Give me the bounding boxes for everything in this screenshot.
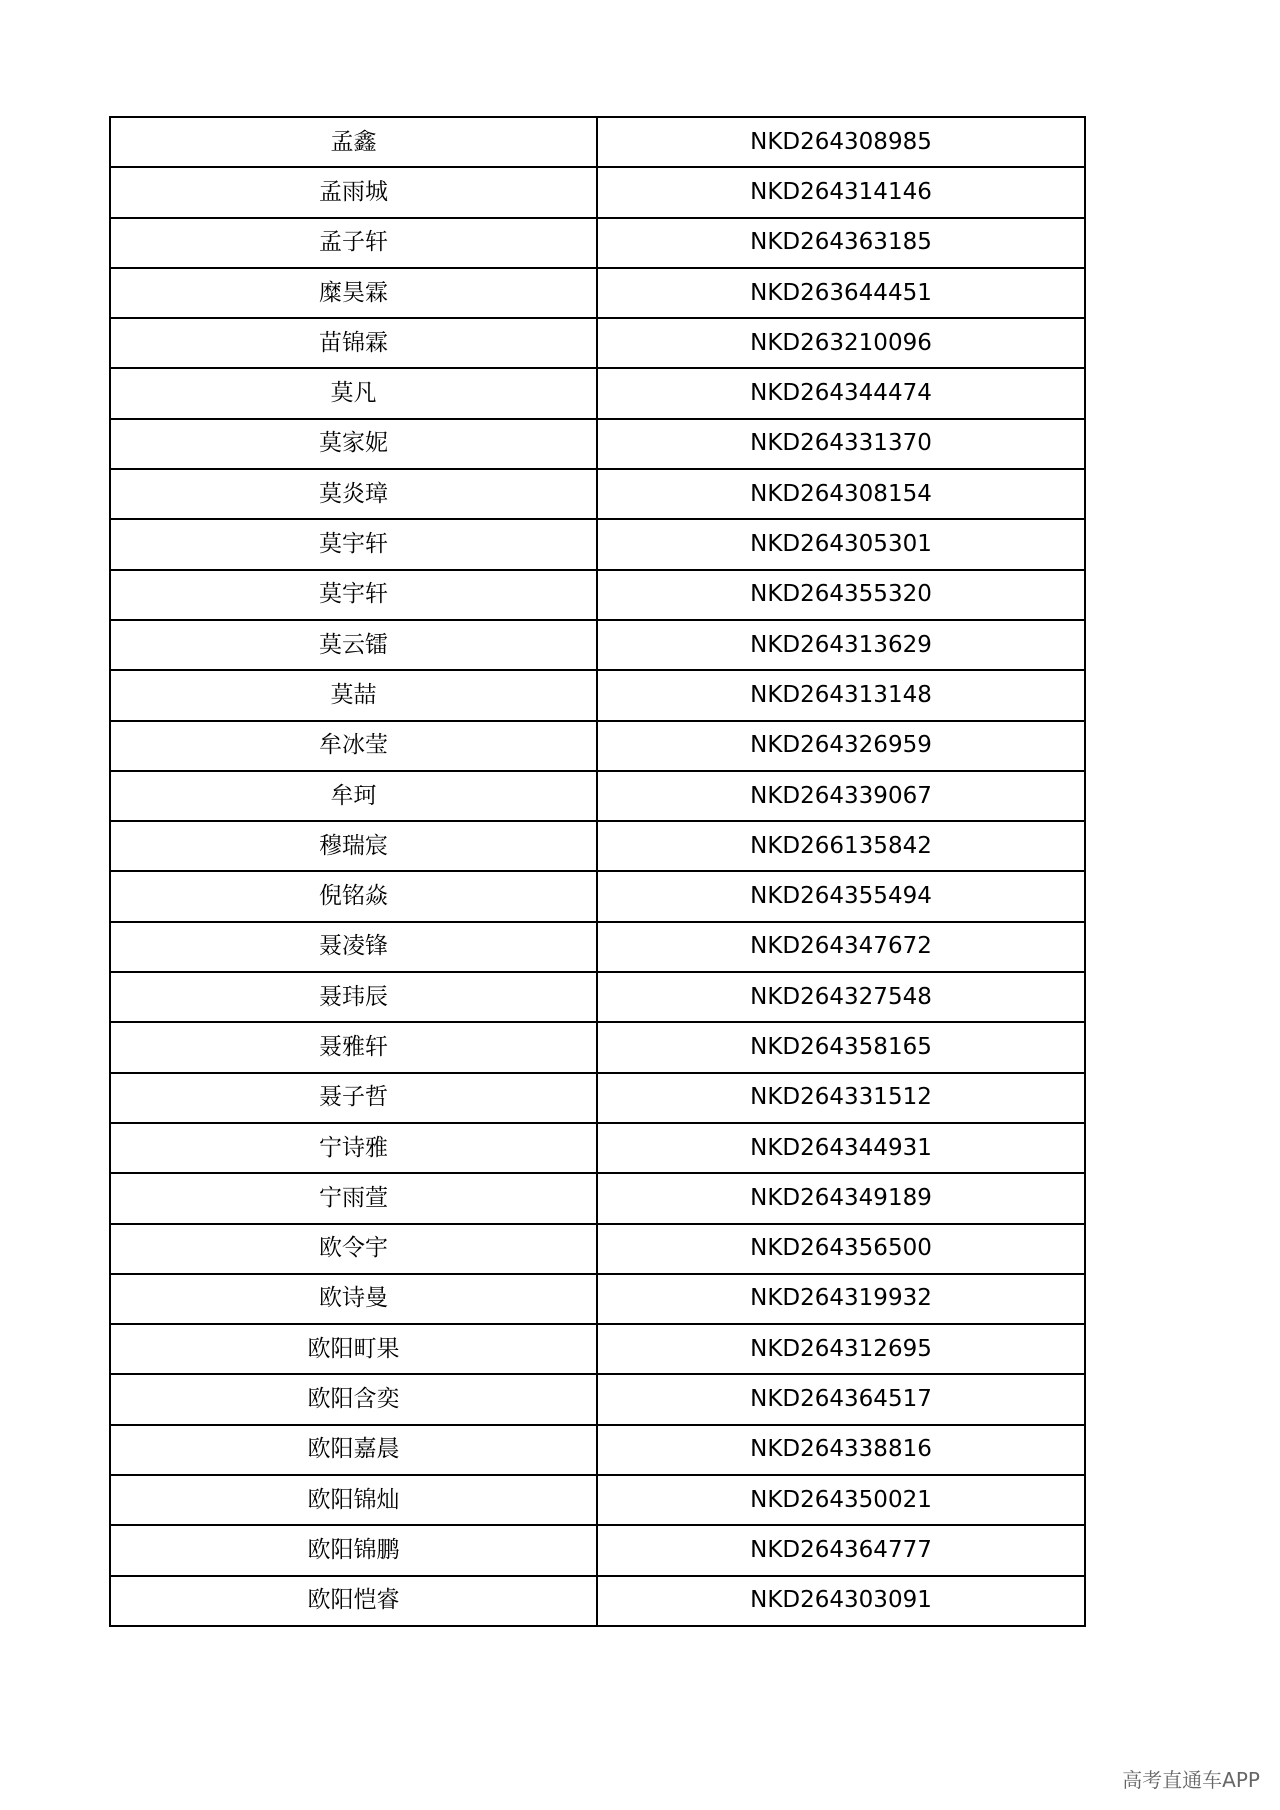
name-cell: 倪铭焱 (110, 871, 597, 921)
table-row (110, 117, 1085, 167)
table-row (110, 1576, 1085, 1626)
table-row (110, 218, 1085, 268)
id-cell: NKD264356500 (597, 1224, 1085, 1274)
table-row (110, 318, 1085, 368)
id-cell: NKD264331512 (597, 1073, 1085, 1123)
name-cell: 宁雨萱 (110, 1173, 597, 1223)
table-row (110, 1022, 1085, 1072)
table-row (110, 771, 1085, 821)
table-row (110, 1324, 1085, 1374)
id-cell: NKD264355494 (597, 871, 1085, 921)
name-cell: 穆瑞宸 (110, 821, 597, 871)
id-cell: NKD264313629 (597, 620, 1085, 670)
name-cell: 莫宇轩 (110, 519, 597, 569)
id-cell: NKD264327548 (597, 972, 1085, 1022)
table-row (110, 368, 1085, 418)
table-row (110, 419, 1085, 469)
name-cell: 聂雅轩 (110, 1022, 597, 1072)
name-cell: 莫喆 (110, 670, 597, 720)
id-cell: NKD264364777 (597, 1525, 1085, 1575)
name-cell: 欧阳含奕 (110, 1374, 597, 1424)
table-row (110, 469, 1085, 519)
name-cell: 聂凌锋 (110, 922, 597, 972)
id-cell: NKD264308985 (597, 117, 1085, 167)
name-cell: 孟鑫 (110, 117, 597, 167)
table-row (110, 1425, 1085, 1475)
table-row (110, 972, 1085, 1022)
name-cell: 欧令宇 (110, 1224, 597, 1274)
name-cell: 苗锦霖 (110, 318, 597, 368)
name-cell: 糜昊霖 (110, 268, 597, 318)
name-cell: 欧阳恺睿 (110, 1576, 597, 1626)
name-cell: 孟子轩 (110, 218, 597, 268)
watermark: 高考直通车APP (1122, 1768, 1260, 1792)
id-cell: NKD264338816 (597, 1425, 1085, 1475)
table-row (110, 871, 1085, 921)
id-cell: NKD264339067 (597, 771, 1085, 821)
table-row (110, 721, 1085, 771)
name-cell: 欧阳嘉晨 (110, 1425, 597, 1475)
name-cell: 牟冰莹 (110, 721, 597, 771)
id-cell: NKD264312695 (597, 1324, 1085, 1374)
id-cell: NKD264326959 (597, 721, 1085, 771)
id-cell: NKD264308154 (597, 469, 1085, 519)
table-row (110, 1073, 1085, 1123)
name-cell: 莫炎璋 (110, 469, 597, 519)
table-row (110, 922, 1085, 972)
id-cell: NKD264363185 (597, 218, 1085, 268)
name-cell: 聂玮辰 (110, 972, 597, 1022)
id-cell: NKD266135842 (597, 821, 1085, 871)
name-cell: 欧阳町果 (110, 1324, 597, 1374)
name-cell: 聂子哲 (110, 1073, 597, 1123)
id-cell: NKD264358165 (597, 1022, 1085, 1072)
id-cell: NKD264344931 (597, 1123, 1085, 1173)
name-cell: 欧阳锦鹏 (110, 1525, 597, 1575)
id-cell: NKD264331370 (597, 419, 1085, 469)
table-row (110, 1274, 1085, 1324)
table-row (110, 1224, 1085, 1274)
id-cell: NKD264313148 (597, 670, 1085, 720)
table-row (110, 570, 1085, 620)
table-row (110, 519, 1085, 569)
table-row (110, 1123, 1085, 1173)
name-cell: 莫云镭 (110, 620, 597, 670)
table-row (110, 1475, 1085, 1525)
id-cell: NKD264350021 (597, 1475, 1085, 1525)
name-cell: 欧诗曼 (110, 1274, 597, 1324)
id-cell: NKD263644451 (597, 268, 1085, 318)
name-cell: 宁诗雅 (110, 1123, 597, 1173)
name-cell: 牟珂 (110, 771, 597, 821)
id-cell: NKD263210096 (597, 318, 1085, 368)
id-cell: NKD264305301 (597, 519, 1085, 569)
id-cell: NKD264347672 (597, 922, 1085, 972)
name-cell: 莫凡 (110, 368, 597, 418)
name-cell: 莫家妮 (110, 419, 597, 469)
name-cell: 欧阳锦灿 (110, 1475, 597, 1525)
table-row (110, 1173, 1085, 1223)
table-row (110, 1374, 1085, 1424)
name-cell: 孟雨城 (110, 167, 597, 217)
roster-table (109, 116, 1086, 1627)
table-row (110, 821, 1085, 871)
id-cell: NKD264314146 (597, 167, 1085, 217)
id-cell: NKD264303091 (597, 1576, 1085, 1626)
table-row (110, 620, 1085, 670)
table-row (110, 1525, 1085, 1575)
id-cell: NKD264344474 (597, 368, 1085, 418)
id-cell: NKD264319932 (597, 1274, 1085, 1324)
roster-table-body (110, 117, 1085, 1626)
table-row (110, 268, 1085, 318)
id-cell: NKD264364517 (597, 1374, 1085, 1424)
table-row (110, 167, 1085, 217)
id-cell: NKD264355320 (597, 570, 1085, 620)
name-cell: 莫宇轩 (110, 570, 597, 620)
table-row (110, 670, 1085, 720)
id-cell: NKD264349189 (597, 1173, 1085, 1223)
